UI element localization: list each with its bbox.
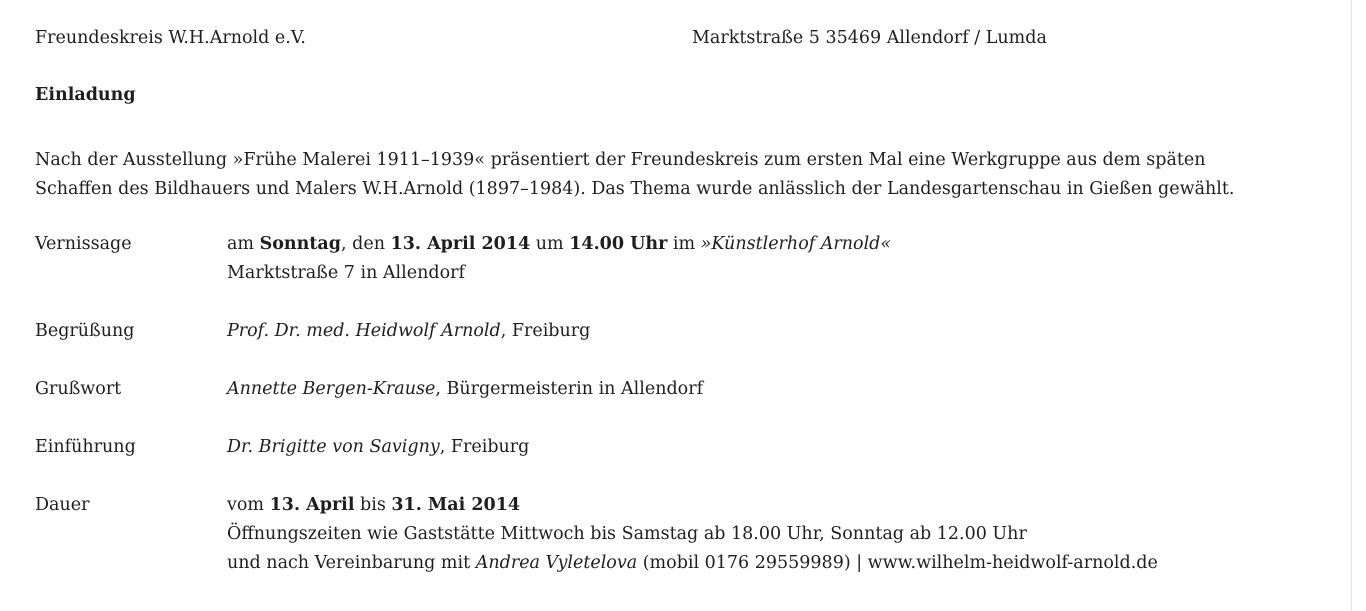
text: , Freiburg: [500, 321, 591, 341]
row-label: Vernissage: [35, 234, 132, 254]
vernissage-line: [227, 230, 1327, 259]
text: , den: [341, 234, 391, 254]
intro-paragraph: [35, 146, 1335, 204]
dauer-dates: [227, 491, 1327, 520]
grusswort-line: [227, 375, 1327, 404]
row-value: [227, 433, 1327, 462]
vernissage-address: Marktstraße 7 in Allendorf: [227, 263, 465, 283]
scan-edge: [1351, 0, 1352, 611]
row-value: [227, 317, 1327, 346]
speaker-name: Annette Bergen-Krause: [227, 379, 436, 399]
text: am: [227, 234, 260, 254]
end-date: 31. Mai 2014: [391, 495, 521, 515]
begruessung-line: [227, 317, 1327, 346]
text: bis: [354, 495, 392, 515]
row-value: [227, 230, 1327, 288]
text: , Freiburg: [439, 437, 530, 457]
row-value: [227, 375, 1327, 404]
row-label: Grußwort: [35, 379, 122, 399]
vernissage-time: 14.00 Uhr: [569, 234, 668, 254]
row-value: [227, 491, 1327, 578]
contact-name: Andrea Vyletelova: [475, 553, 638, 573]
organization-address: Marktstraße 5 35469 Allendorf / Lumda: [692, 28, 1047, 48]
vernissage-venue: »Künstlerhof Arnold«: [700, 234, 892, 254]
row-label: Dauer: [35, 495, 90, 515]
contact-line: [227, 549, 1327, 578]
text: im: [667, 234, 701, 254]
page-title: Einladung: [35, 85, 136, 105]
text: um: [530, 234, 570, 254]
intro-line: Schaffen des Bildhauers und Malers W.H.Arnold (1897–1984). Das Thema wurde anlässlich der Landesgartenschau in Gießen gewählt.: [35, 179, 1235, 199]
vernissage-day: Sonntag: [259, 234, 342, 254]
text: (mobil 0176 29559989) | www.wilhelm-heidwolf-arnold.de: [637, 553, 1158, 573]
text: , Bürgermeisterin in Allendorf: [435, 379, 704, 399]
intro-line: Nach der Ausstellung »Frühe Malerei 1911–1939« präsentiert der Freundeskreis zum ersten Mal eine Werkgruppe aus dem späten: [35, 150, 1206, 170]
row-label: Einführung: [35, 437, 136, 457]
vernissage-date: 13. April 2014: [390, 234, 531, 254]
einfuehrung-line: [227, 433, 1327, 462]
row-label: Begrüßung: [35, 321, 135, 341]
speaker-name: Prof. Dr. med. Heidwolf Arnold: [227, 321, 501, 341]
organization-name: Freundeskreis W.H.Arnold e.V.: [35, 28, 306, 48]
text: vom: [227, 495, 270, 515]
opening-hours: Öffnungszeiten wie Gaststätte Mittwoch bis Samstag ab 18.00 Uhr, Sonntag ab 12.00 Uhr: [227, 524, 1027, 544]
text: und nach Vereinbarung mit: [227, 553, 476, 573]
start-date: 13. April: [269, 495, 355, 515]
speaker-name: Dr. Brigitte von Savigny: [227, 437, 440, 457]
